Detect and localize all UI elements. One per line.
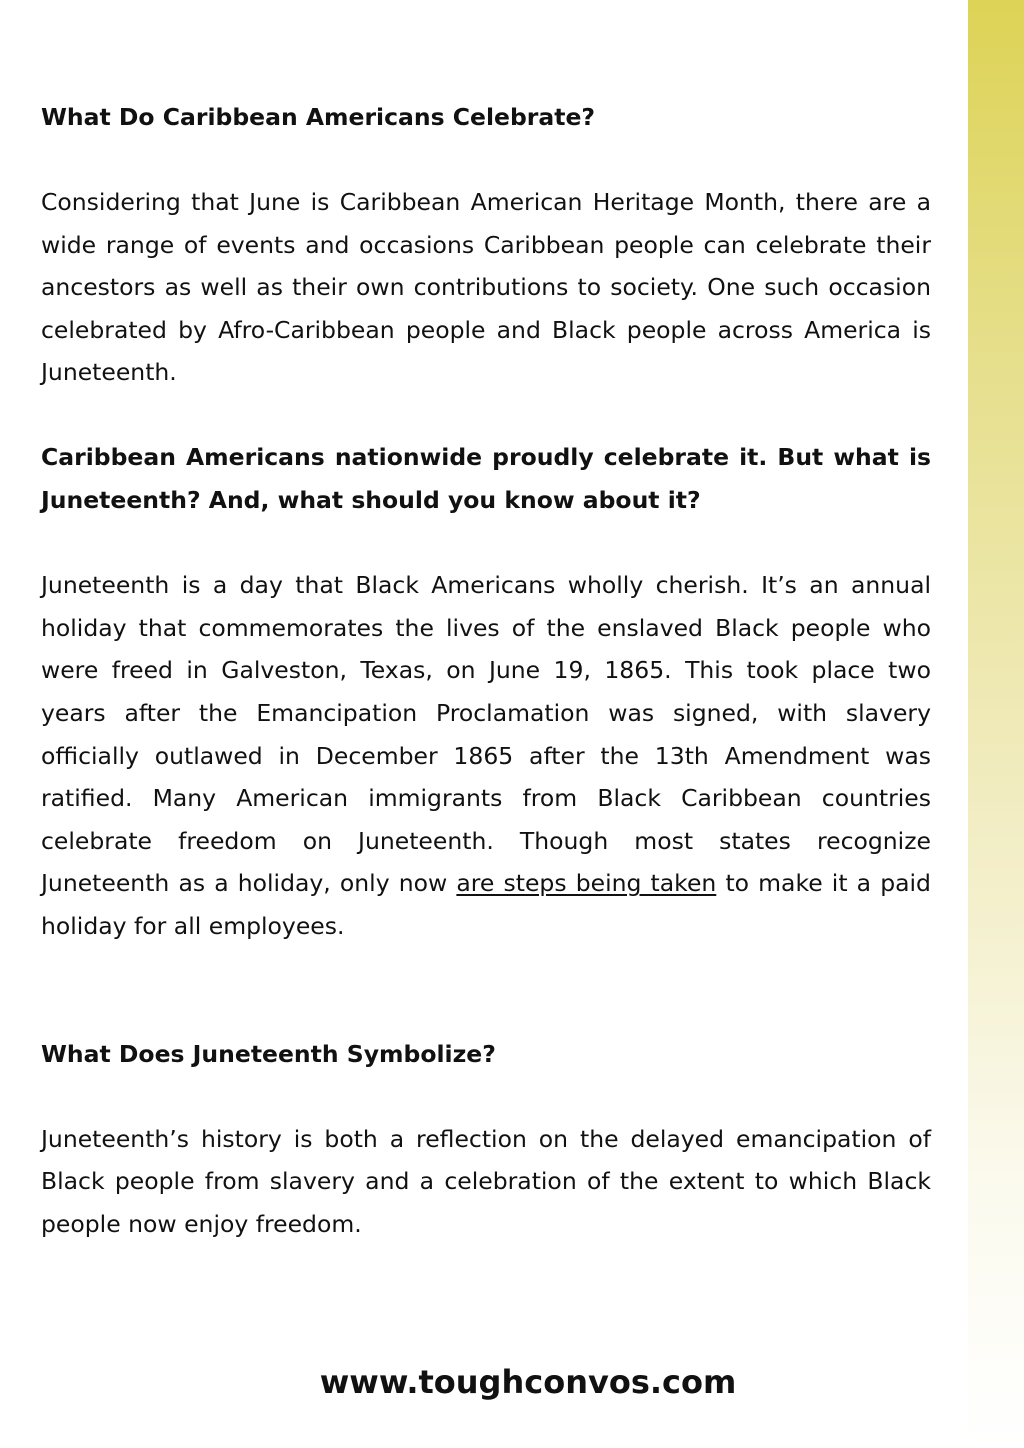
- section-heading-juneteenth-symbolize: What Does Juneteenth Symbolize?: [41, 1039, 496, 1068]
- paragraph-text-before-link: Juneteenth is a day that Black Americans wholly cherish. It’s an annual holiday that commemorates the lives of the enslaved Black people who were freed in Galveston, Texas, on June 19, 1865. This took place two years after the Emancipation Proclamation was signed, with slavery officially outlawed in December 1865 after the 13th Amendment was ratified. Many American immigrants from Black Caribbean countries celebrate freedom on Juneteenth. Though most states recognize Juneteenth as a holiday, only now: [41, 571, 931, 898]
- bold-intro-paragraph: Caribbean Americans nationwide proudly celebrate it. But what is Juneteenth? And, what should you know about it?: [41, 443, 931, 515]
- footer-website-url: www.toughconvos.com: [319, 1363, 737, 1401]
- decorative-side-band: [968, 0, 1024, 1448]
- paragraph-text-after-link: to make it a paid holiday for all employees.: [41, 869, 931, 940]
- paragraph-juneteenth-history: [41, 564, 931, 947]
- paragraph-heritage-month: Considering that June is Caribbean American Heritage Month, there are a wide range of events and occasions Caribbean people can celebrate their ancestors as well as their own contributions to society. One such occasion celebrated by Afro-Caribbean people and Black people across America is Juneteenth.: [41, 188, 931, 387]
- paragraph-juneteenth-symbolism: Juneteenth’s history is both a reflection on the delayed emancipation of Black people from slavery and a celebration of the extent to which Black people now enjoy freedom.: [41, 1124, 931, 1238]
- section-heading-caribbean-celebrate: What Do Caribbean Americans Celebrate?: [41, 103, 596, 131]
- article-body: [41, 96, 931, 1245]
- steps-being-taken-link[interactable]: are steps being taken: [456, 869, 717, 898]
